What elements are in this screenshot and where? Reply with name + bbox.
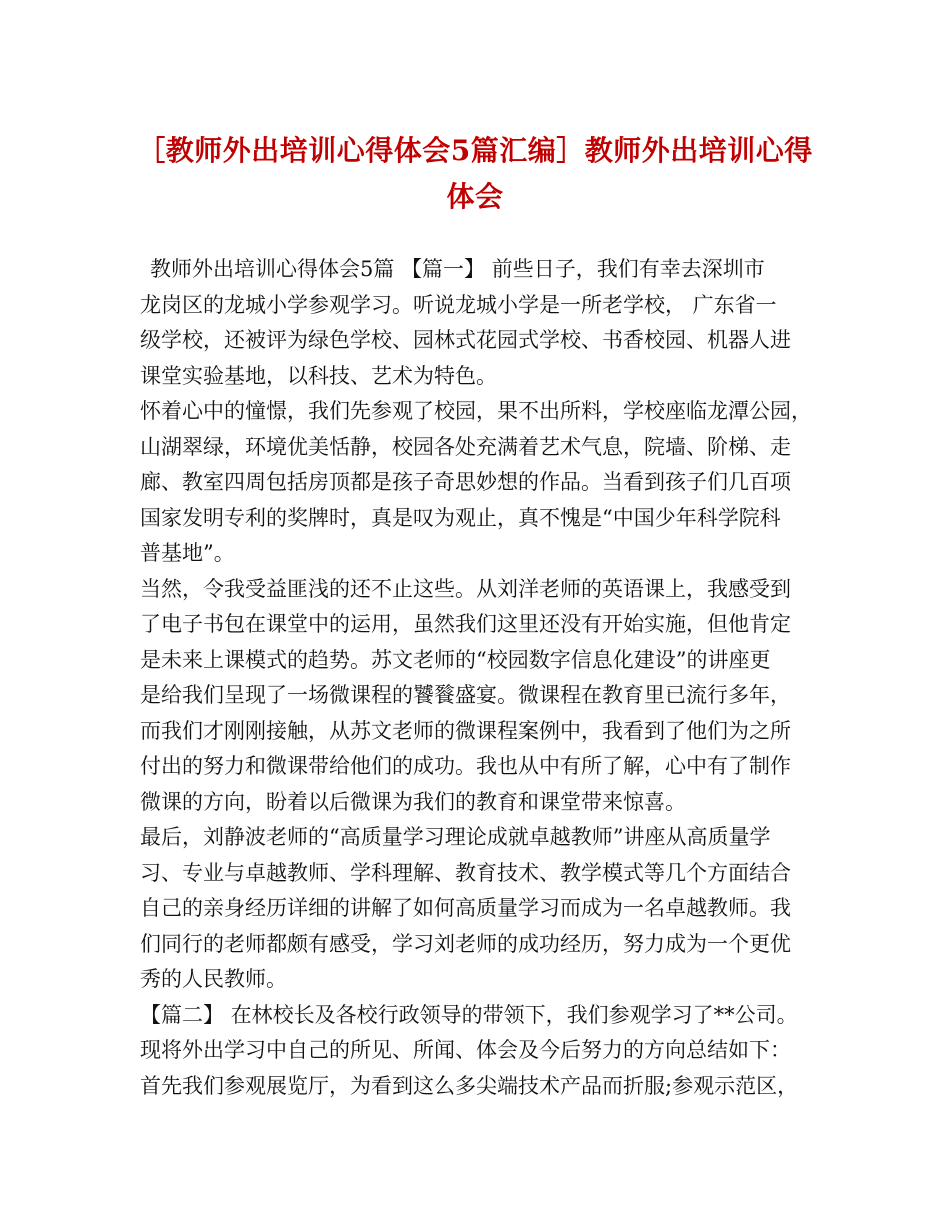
text-line: 普基地”。 <box>140 541 235 565</box>
text-line: 国家发明专利的奖牌时，真是叹为观止，真不愧是“中国少年科学院科 <box>140 505 781 530</box>
text-line: 付出的努力和微课带给他们的成功。我也从中有所了解，心中有了制作 <box>140 754 791 778</box>
text-line: 首先我们参观展览厅，为看到这么多尖端技术产品而折服;参观示范区， <box>140 1073 799 1098</box>
text-line: 当然，令我受益匪浅的还不止这些。从刘洋老师的英语课上，我感受到 <box>140 576 791 601</box>
text-line: 山湖翠绿，环境优美恬静，校园各处充满着艺术气息，院墙、阶梯、走 <box>140 434 791 459</box>
text-line: 了电子书包在课堂中的运用，虽然我们这里还没有开始实施，但他肯定 <box>140 612 791 636</box>
text-line: 龙岗区的龙城小学参观学习。听说龙城小学是一所老学校， 广东省一 <box>140 292 777 317</box>
text-line: 最后，刘静波老师的“高质量学习理论成就卓越教师”讲座从高质量学 <box>140 825 771 849</box>
document-title <box>130 128 820 220</box>
text-line: 秀的人民教师。 <box>140 967 287 991</box>
text-line: 现将外出学习中自己的所见、所闻、体会及今后努力的方向总结如下： <box>140 1038 791 1062</box>
text-line: 微课的方向，盼着以后微课为我们的教育和课堂带来惊喜。 <box>140 789 686 814</box>
text-line: 而我们才刚刚接触，从苏文老师的微课程案例中，我看到了他们为之所 <box>140 718 791 743</box>
text-line: 自己的亲身经历详细的讲解了如何高质量学习而成为一名卓越教师。我 <box>140 896 791 920</box>
text-line: 们同行的老师都颇有感受，学习刘老师的成功经历，努力成为一个更优 <box>140 931 791 956</box>
text-line: 怀着心中的憧憬，我们先参观了校园，果不出所料，学校座临龙潭公园， <box>140 399 812 423</box>
document-body <box>140 252 840 1104</box>
text-line: 教师外出培训心得体会5篇 【篇一】 前些日子，我们有幸去深圳市 <box>150 257 765 281</box>
text-line: 是给我们呈现了一场微课程的饕餮盛宴。微课程在教育里已流行多年， <box>140 683 791 707</box>
text-line: 【篇二】 在林校长及各校行政领导的带领下，我们参观学习了**公司。 <box>140 1002 798 1027</box>
title-line-1: ［教师外出培训心得体会5篇汇编］教师外出培训心得 <box>137 134 813 167</box>
text-line: 是未来上课模式的趋势。苏文老师的“校园数字信息化建设”的讲座更 <box>140 647 771 672</box>
text-line: 习、专业与卓越教师、学科理解、教育技术、教学模式等几个方面结合 <box>140 860 791 885</box>
text-line: 课堂实验基地，以科技、艺术为特色。 <box>140 363 497 388</box>
text-line: 廊、教室四周包括房顶都是孩子奇思妙想的作品。当看到孩子们几百项 <box>140 470 791 494</box>
title-line-2: 体会 <box>446 180 504 213</box>
text-line: 级学校，还被评为绿色学校、园林式花园式学校、书香校园、机器人进 <box>140 328 791 352</box>
